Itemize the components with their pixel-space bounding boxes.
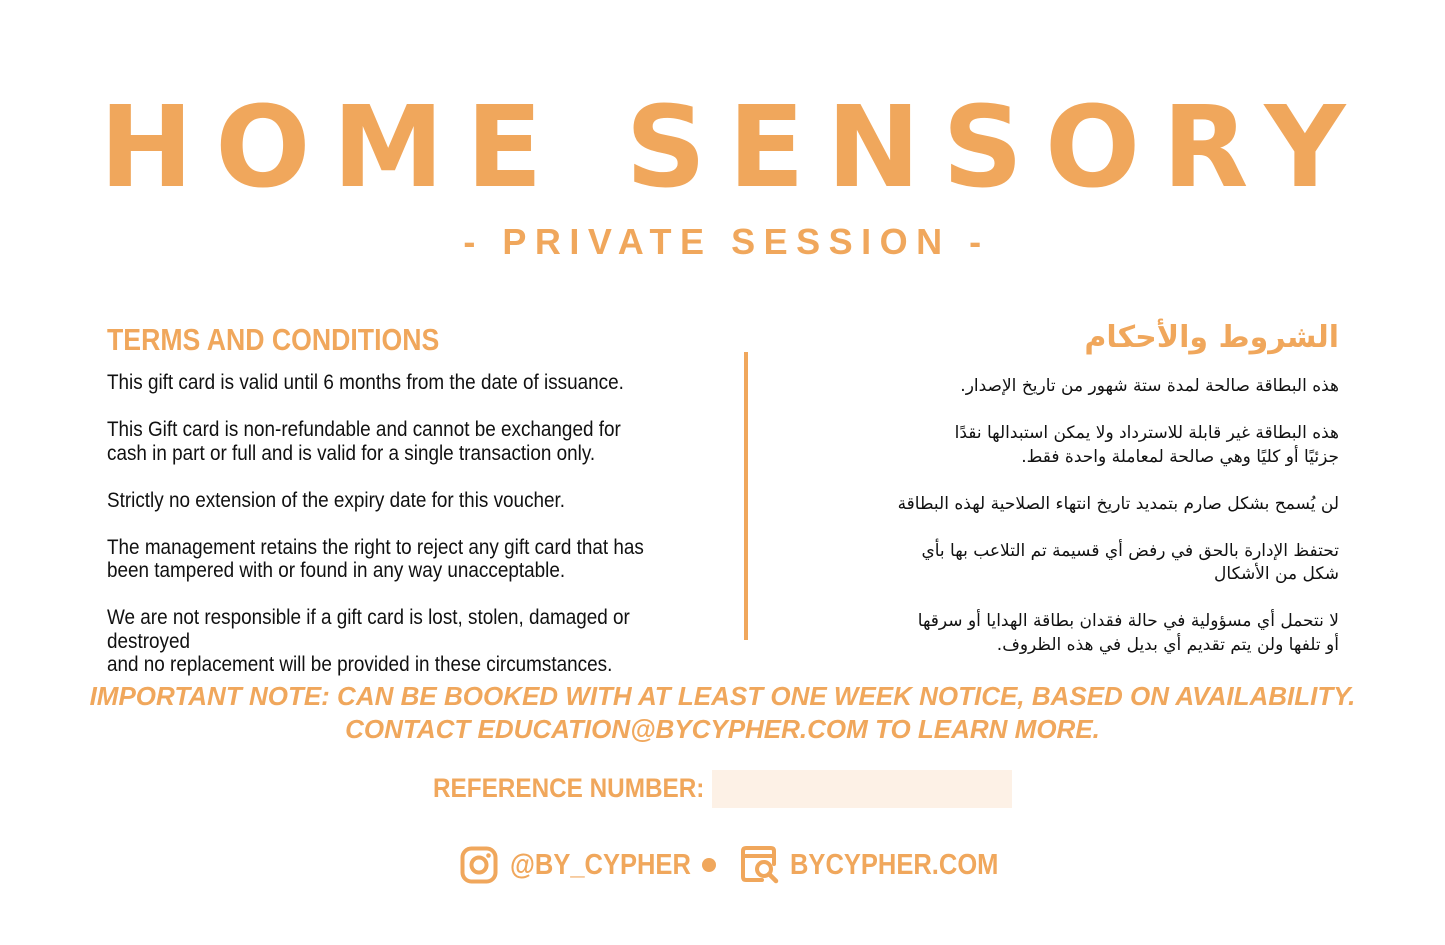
terms-arabic-heading: الشروط والأحكام (1084, 320, 1339, 355)
terms-english-paragraph: This gift card is valid until 6 months from the date of issuance. (107, 371, 624, 394)
terms-english-paragraph: Strictly no extension of the expiry date for this voucher. (107, 488, 566, 512)
terms-english-section (107, 322, 747, 700)
terms-english-paragraph: We are not responsible if a gift card is lost, stolen, damaged or destroyed and no replacement will be provided in these circumstances. (107, 606, 630, 676)
reference-number-field[interactable] (712, 770, 1012, 808)
separator-dot (702, 858, 716, 872)
website-search-icon (740, 844, 780, 886)
terms-arabic-paragraph: هذه البطاقة صالحة لمدة ستة شهور من تاريخ الإصدار. (960, 376, 1339, 396)
terms-english-paragraph: This Gift card is non-refundable and cannot be exchanged for cash in part or full and is valid for a single transaction only. (107, 418, 621, 465)
terms-arabic-section (820, 318, 1339, 681)
terms-arabic-paragraph: هذه البطاقة غير قابلة للاسترداد ولا يمكن استبدالها نقدًا جزئيًا أو كليًا وهي صالحة لمعاملة واحدة فقط. (954, 423, 1339, 467)
column-divider (744, 352, 748, 640)
terms-english-paragraph: The management retains the right to reject any gift card that has been tampered with or found in any way unacceptable. (107, 535, 644, 582)
page-title: HOME SENSORY (99, 83, 1368, 213)
contact-note: CONTACT EDUCATION@BYCYPHER.COM TO LEARN MORE. (345, 714, 1100, 744)
important-note: IMPORTANT NOTE: CAN BE BOOKED WITH AT LEAST ONE WEEK NOTICE, BASED ON AVAILABILITY. (89, 681, 1356, 711)
instagram-handle[interactable]: @BY_CYPHER (510, 849, 691, 881)
terms-english-heading: TERMS AND CONDITIONS (107, 322, 440, 357)
reference-number-label: REFERENCE NUMBER: (433, 773, 705, 803)
terms-arabic-paragraph: لن يُسمح بشكل صارم بتمديد تاريخ انتهاء الصلاحية لهذه البطاقة (897, 493, 1339, 514)
terms-arabic-paragraph: لا نتحمل أي مسؤولية في حالة فقدان بطاقة الهدايا أو سرقها أو تلفها ولن يتم تقديم أي بديل في هذه الظروف. (917, 611, 1339, 655)
terms-arabic-paragraph: تحتفظ الإدارة بالحق في رفض أي قسيمة تم التلاعب بها بأي شكل من الأشكال (921, 540, 1339, 584)
instagram-icon (460, 846, 498, 884)
website-link[interactable]: BYCYPHER.COM (790, 849, 999, 881)
page-subtitle: - PRIVATE SESSION - (463, 221, 990, 262)
